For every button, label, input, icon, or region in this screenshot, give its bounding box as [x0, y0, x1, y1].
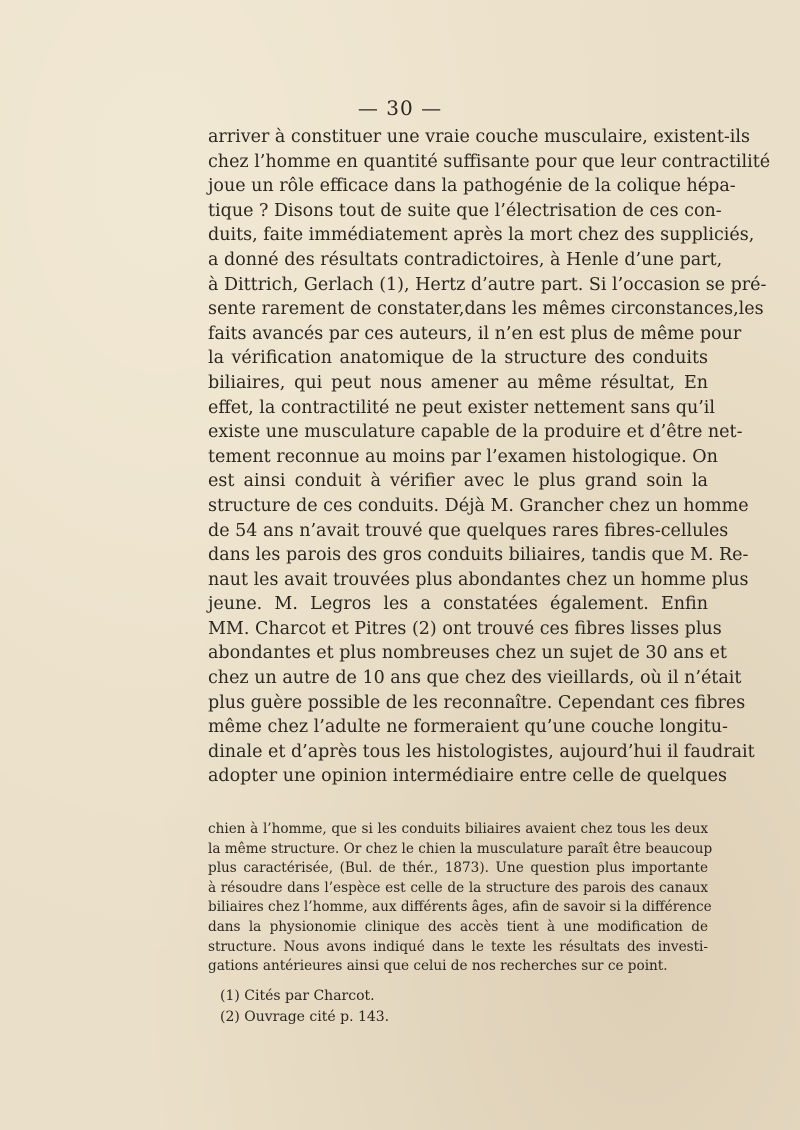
footnote-line: à résoudre dans l’espèce est celle de la structure des parois des canaux	[208, 879, 708, 896]
text-line: biliaires, qui peut nous amener au même résultat, En	[208, 372, 708, 393]
text-line: sente rarement de constater,dans les mêmes circonstances,les	[208, 299, 764, 320]
text-line: est ainsi conduit à vérifier avec le plus grand soin la	[208, 471, 708, 492]
text-line: a donné des résultats contradictoires, à Henle d’une part,	[208, 249, 723, 270]
text-line: arriver à constituer une vraie couche musculaire, existent-ils	[208, 127, 750, 147]
footnote-line: structure. Nous avons indiqué dans le texte les résultats des investi-	[208, 938, 708, 955]
text-line: jeune. M. Legros les a constatées également. Enfin	[208, 594, 708, 615]
text-line: chez l’homme en quantité suffisante pour que leur contractilité	[208, 151, 771, 172]
text-line: MM. Charcot et Pitres (2) ont trouvé ces fibres lisses plus	[208, 618, 722, 639]
footnote-line: plus caractérisée, (Bul. de thér., 1873). Une question plus importante	[208, 860, 708, 877]
text-line: joue un rôle efficace dans la pathogénie de la colique hépa-	[208, 176, 736, 197]
text-line: abondantes et plus nombreuses chez un sujet de 30 ans et	[208, 643, 727, 664]
text-line: la vérification anatomique de la structure des conduits	[208, 348, 708, 369]
footnote-line: la même structure. Or chez le chien la musculature paraît être beaucoup	[208, 840, 713, 857]
text-line: adopter une opinion intermédiaire entre celle de quelques	[208, 766, 727, 787]
text-line: structure de ces conduits. Déjà M. Grancher chez un homme	[208, 495, 749, 516]
continued-footnote	[208, 820, 713, 977]
text-line: tique ? Disons tout de suite que l’électrisation de ces con-	[208, 200, 722, 221]
text-line: dinale et d’après tous les histologistes, aujourd’hui il faudrait	[208, 741, 755, 762]
text-line: dans les parois des gros conduits biliaires, tandis que M. Re-	[208, 545, 749, 566]
footnote-2: (2) Ouvrage cité p. 143.	[220, 1009, 390, 1025]
footnote-line: dans la physionomie clinique des accès tient à une modification de	[208, 918, 708, 935]
main-text	[208, 125, 771, 789]
footnote-1: (1) Cités par Charcot.	[220, 988, 375, 1004]
text-line: de 54 ans n’avait trouvé que quelques rares fibres-cellules	[208, 520, 729, 541]
text-line: tement reconnue au moins par l’examen histologique. On	[208, 446, 718, 467]
footnote-line: chien à l’homme, que si les conduits biliaires avaient chez tous les deux	[208, 821, 708, 837]
footnote-line: gations antérieures ainsi que celui de nos recherches sur ce point.	[208, 958, 668, 975]
footnote-line: biliaires chez l’homme, aux différents âges, afin de savoir si la différence	[208, 899, 712, 916]
text-line: plus guère possible de les reconnaître. Cependant ces fibres	[208, 692, 746, 713]
page-number: — 30 —	[357, 96, 443, 120]
text-line: chez un autre de 10 ans que chez des vieillards, où il n’était	[208, 668, 742, 689]
text-line: naut les avait trouvées plus abondantes chez un homme plus	[208, 569, 749, 590]
text-line: même chez l’adulte ne formeraient qu’une couche longitu-	[208, 717, 728, 738]
text-line: à Dittrich, Gerlach (1), Hertz d’autre part. Si l’occasion se pré-	[208, 274, 767, 295]
text-line: faits avancés par ces auteurs, il n’en est plus de même pour	[208, 323, 742, 344]
text-line: duits, faite immédiatement après la mort chez des suppliciés,	[208, 225, 755, 246]
text-line: existe une musculature capable de la produire et d’être net-	[208, 422, 743, 443]
text-line: effet, la contractilité ne peut exister nettement sans qu’il	[208, 397, 715, 418]
